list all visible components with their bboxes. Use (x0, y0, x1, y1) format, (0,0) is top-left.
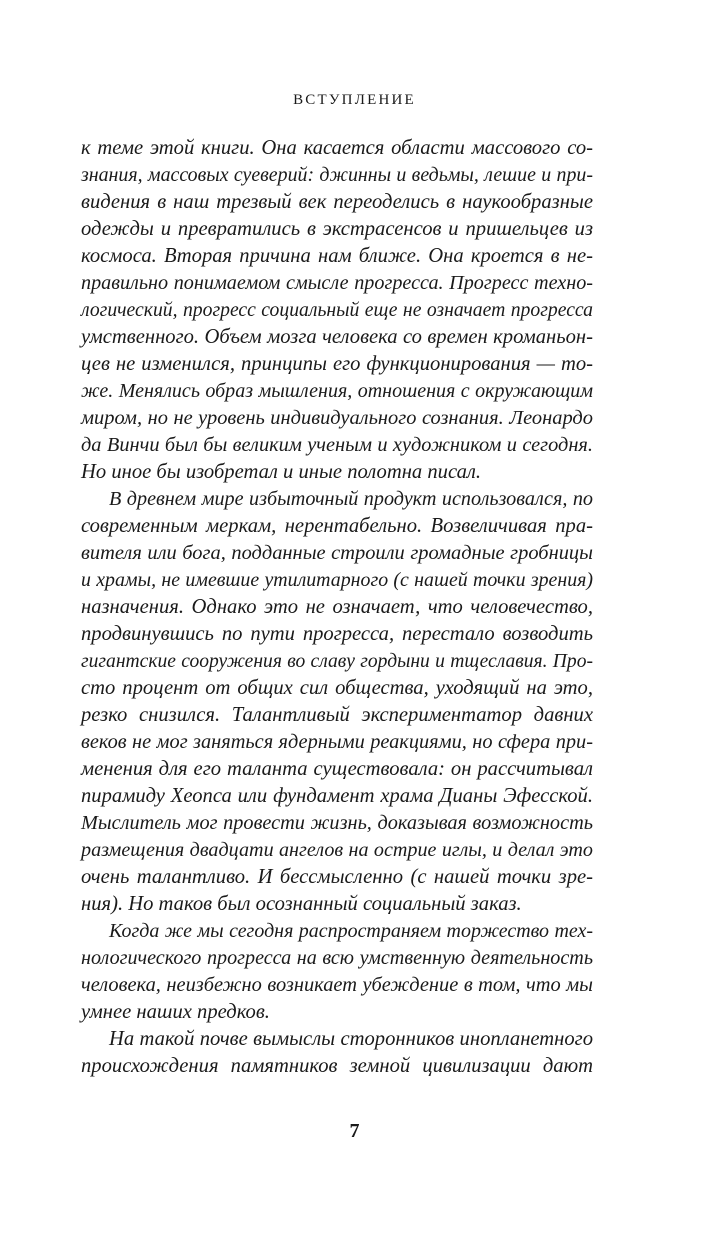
text-line: сто процент от общих сил общества, уходящий на это, (81, 677, 593, 699)
text-line: резко снизился. Талантливый экспериментатор давних (81, 704, 593, 726)
text-line: человека, неизбежно возникает убеждение в том, что мы (81, 974, 593, 996)
text-line: умственного. Объем мозга человека со времен кроманьон- (81, 326, 593, 348)
text-line: миром, но не уровень индивидуального сознания. Леонардо (81, 407, 593, 429)
text-line: менения для его таланта существовала: он рассчитывал (81, 758, 593, 780)
text-line: веков не мог заняться ядерными реакциями, но сфера при- (81, 731, 593, 753)
text-line: Когда же мы сегодня распространяем торжество тех- (109, 920, 593, 942)
text-line: назначения. Однако это не означает, что человечество, (81, 596, 593, 618)
text-line: продвинувшись по пути прогресса, перестало возводить (81, 623, 593, 645)
text-line: пирамиду Хеопса или фундамент храма Дианы Эфесской. (81, 785, 593, 807)
text-line: Но иное бы изобретал и иные полотна писал. (81, 461, 481, 483)
text-line: нологического прогресса на всю умственную деятельность (81, 947, 593, 969)
text-line: логический, прогресс социальный еще не означает прогресса (81, 299, 593, 321)
text-line: современным меркам, нерентабельно. Возвеличивая пра- (81, 515, 593, 537)
running-head: ВСТУПЛЕНИЕ (293, 92, 416, 108)
text-line: На такой почве вымыслы сторонников инопланетного (109, 1028, 593, 1050)
text-line: да Винчи был бы великим ученым и художником и сегодня. (81, 434, 593, 456)
page-number: 7 (349, 1120, 360, 1142)
text-line: размещения двадцати ангелов на острие иглы, и делал это (81, 839, 593, 861)
paragraph (81, 135, 593, 486)
text-line: В древнем мире избыточный продукт использовался, по (109, 488, 593, 510)
text-line: видения в наш трезвый век переоделись в наукообразные (81, 191, 593, 213)
text-line: ния). Но таков был осознанный социальный заказ. (81, 893, 522, 915)
paragraph (81, 486, 593, 918)
text-line: происхождения памятников земной цивилизации дают (81, 1055, 593, 1077)
text-line: цев не изменился, принципы его функционирования — то- (81, 353, 593, 375)
paragraph (81, 918, 593, 1026)
text-line: космоса. Вторая причина нам ближе. Она кроется в не- (81, 245, 593, 267)
text-line: и храмы, не имевшие утилитарного (с нашей точки зрения) (81, 569, 593, 591)
text-line: Мыслитель мог провести жизнь, доказывая возможность (81, 812, 593, 834)
text-line: одежды и превратились в экстрасенсов и пришельцев из (81, 218, 593, 240)
text-line: к теме этой книги. Она касается области массового со- (81, 137, 593, 159)
text-line: гигантские сооружения во славу гордыни и тщеславия. Про- (81, 651, 593, 672)
body-text (81, 135, 593, 1080)
text-line: знания, массовых суеверий: джинны и ведьмы, лешие и при- (81, 164, 593, 186)
text-line: вителя или бога, подданные строили громадные гробницы (81, 542, 593, 564)
text-line: правильно понимаемом смысле прогресса. Прогресс техно- (81, 272, 593, 294)
text-line: очень талантливо. И бессмысленно (с нашей точки зре- (81, 866, 593, 888)
paragraph (81, 1026, 593, 1080)
text-line: умнее наших предков. (81, 1001, 270, 1023)
text-line: же. Менялись образ мышления, отношения с окружающим (81, 380, 593, 402)
